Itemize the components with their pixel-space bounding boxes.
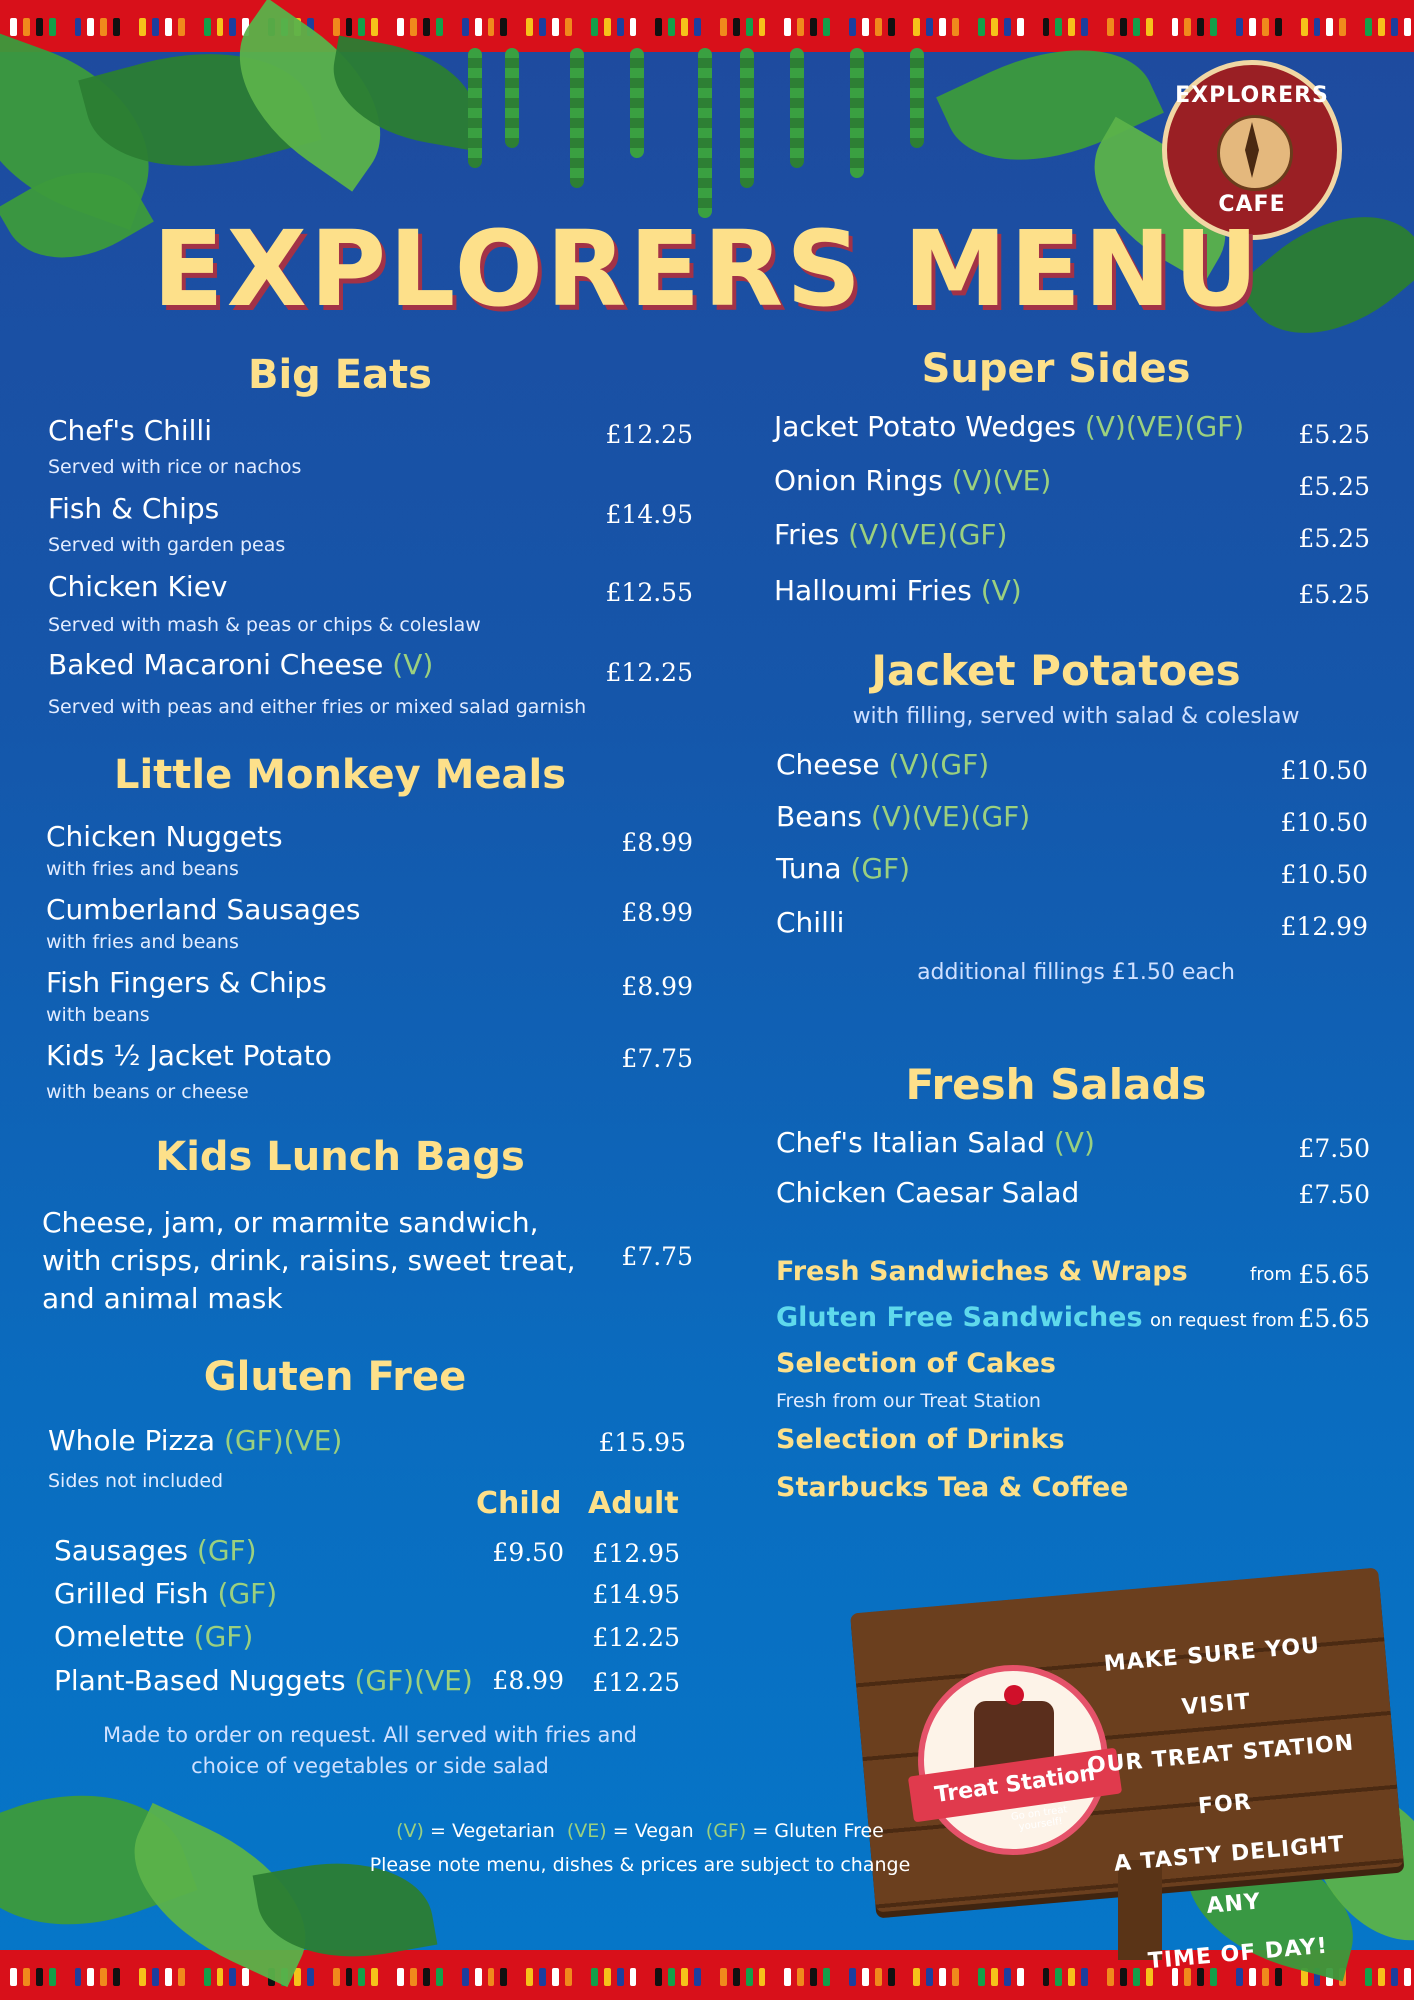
border-mark	[991, 18, 998, 36]
menu-item-price: £7.50	[1298, 1180, 1370, 1209]
border-mark	[371, 18, 378, 36]
legend-note: Please note menu, dishes & prices are subject to change	[369, 1854, 911, 1876]
border-mark	[397, 18, 404, 36]
border-mark	[1391, 18, 1398, 36]
border-mark	[333, 1968, 340, 1986]
big-eats-heading: Big Eats	[247, 352, 432, 398]
menu-item-price: £5.25	[1298, 524, 1370, 553]
border-mark	[423, 18, 430, 36]
menu-item-name	[774, 410, 1244, 443]
adult-price: £14.95	[592, 1580, 680, 1609]
border-mark	[139, 1968, 146, 1986]
border-mark	[526, 1968, 533, 1986]
dietary-tag: (V)(VE)(GF)	[848, 518, 1008, 551]
menu-item-desc: Served with garden peas	[48, 534, 286, 556]
border-mark	[1210, 18, 1217, 36]
border-mark	[1172, 18, 1179, 36]
gluten-free-note	[60, 1720, 680, 1782]
cakes-desc: Fresh from our Treat Station	[776, 1390, 1041, 1412]
dietary-tag: (GF)	[193, 1620, 254, 1653]
border-mark	[333, 18, 340, 36]
menu-item-name	[776, 852, 910, 885]
kids-lunch-heading: Kids Lunch Bags	[155, 1134, 525, 1180]
border-mark	[978, 18, 985, 36]
border-mark	[49, 18, 56, 36]
border-mark	[217, 1968, 224, 1986]
border-mark	[462, 1968, 469, 1986]
jacket-potatoes-heading: Jacket Potatoes	[871, 646, 1241, 695]
drinks-label: Selection of Drinks	[776, 1424, 1065, 1455]
border-mark	[23, 1968, 30, 1986]
menu-item-title: Cheese	[776, 748, 880, 781]
legend-v-tag: (V)	[396, 1820, 424, 1842]
legend-ve-tag: (VE)	[566, 1820, 607, 1842]
adult-price: £12.95	[592, 1539, 680, 1568]
menu-item-price: £12.25	[605, 420, 693, 449]
dietary-tag: (V)(GF)	[888, 748, 990, 781]
dietary-tag: (GF)(VE)	[223, 1424, 343, 1457]
border-mark	[1391, 1968, 1398, 1986]
treat-station-tagline: Go on treat yourself!	[1010, 1804, 1069, 1833]
border-mark	[1314, 18, 1321, 36]
menu-item-price: £7.75	[621, 1044, 693, 1073]
border-mark	[823, 1968, 830, 1986]
menu-item-name: Chef's Chilli	[48, 414, 212, 447]
border-mark	[617, 18, 624, 36]
border-mark	[1404, 1968, 1411, 1986]
legend-gf-text: = Gluten Free	[752, 1820, 884, 1842]
dietary-tag: (GF)	[850, 852, 911, 885]
border-mark	[591, 1968, 598, 1986]
border-mark	[604, 1968, 611, 1986]
menu-item-price: £10.50	[1280, 756, 1368, 785]
border-mark	[1262, 18, 1269, 36]
border-mark	[1365, 18, 1372, 36]
border-mark	[655, 1968, 662, 1986]
menu-item-price: £5.25	[1298, 420, 1370, 449]
border-mark	[565, 18, 572, 36]
border-mark	[358, 18, 365, 36]
border-mark	[113, 1968, 120, 1986]
sandwiches-from: from	[1250, 1264, 1292, 1285]
border-mark	[720, 1968, 727, 1986]
border-mark	[849, 1968, 856, 1986]
border-mark	[436, 1968, 443, 1986]
border-mark	[1043, 18, 1050, 36]
border-mark	[552, 1968, 559, 1986]
border-mark	[681, 1968, 688, 1986]
sign-line: OUR TREAT STATION FOR	[1086, 1730, 1356, 1820]
sign-text	[1065, 1618, 1384, 1992]
menu-item-name	[48, 1424, 342, 1457]
border-mark	[217, 18, 224, 36]
border-mark	[500, 1968, 507, 1986]
adult-price: £12.25	[592, 1623, 680, 1652]
menu-item-name: Kids ½ Jacket Potato	[46, 1039, 332, 1072]
border-mark	[100, 18, 107, 36]
dietary-tag: (V)(VE)	[951, 464, 1052, 497]
menu-item-title: Chef's Italian Salad	[776, 1126, 1045, 1159]
menu-item-name: Fish Fingers & Chips	[46, 966, 327, 999]
menu-item-title: Onion Rings	[774, 464, 943, 497]
menu-item-desc: Sides not included	[48, 1470, 224, 1492]
border-mark	[397, 1968, 404, 1986]
adult-price: £12.25	[592, 1668, 680, 1697]
border-mark	[978, 1968, 985, 1986]
menu-item-price: £12.55	[605, 578, 693, 607]
border-mark	[75, 18, 82, 36]
legend-gf-tag: (GF)	[705, 1820, 747, 1842]
menu-item-name	[48, 648, 433, 681]
border-mark	[952, 1968, 959, 1986]
border-mark	[178, 1968, 185, 1986]
border-mark	[746, 1968, 753, 1986]
border-mark	[1404, 18, 1411, 36]
menu-item-desc: with beans or cheese	[46, 1081, 249, 1103]
menu-item-name	[776, 800, 1030, 833]
border-mark	[346, 1968, 353, 1986]
border-mark	[87, 18, 94, 36]
border-mark	[888, 1968, 895, 1986]
menu-item-price: £10.50	[1280, 808, 1368, 837]
border-mark	[100, 1968, 107, 1986]
menu-item-title: Plant-Based Nuggets	[54, 1664, 346, 1697]
border-mark	[423, 1968, 430, 1986]
border-mark	[75, 1968, 82, 1986]
starbucks-label: Starbucks Tea & Coffee	[776, 1472, 1129, 1503]
border-mark	[1017, 1968, 1024, 1986]
menu-item-name	[776, 748, 989, 781]
border-mark	[1378, 18, 1385, 36]
border-mark	[810, 1968, 817, 1986]
border-mark	[1133, 18, 1140, 36]
menu-item-title: Halloumi Fries	[774, 574, 972, 607]
border-mark	[436, 18, 443, 36]
dietary-tag: (GF)	[217, 1577, 278, 1610]
menu-item-name: Chicken Nuggets	[46, 820, 283, 853]
border-mark	[862, 18, 869, 36]
menu-item-name	[54, 1620, 253, 1653]
border-mark	[526, 18, 533, 36]
border-mark	[23, 18, 30, 36]
menu-item-price: £5.25	[1298, 580, 1370, 609]
gf-sandwiches-label: Gluten Free Sandwiches	[776, 1302, 1143, 1333]
fresh-salads-heading: Fresh Salads	[905, 1060, 1207, 1109]
border-mark	[488, 1968, 495, 1986]
border-mark	[1184, 18, 1191, 36]
kids-lunch-line: with crisps, drink, raisins, sweet treat,	[42, 1244, 576, 1277]
border-mark	[1004, 1968, 1011, 1986]
gluten-free-heading: Gluten Free	[203, 1354, 467, 1400]
border-mark	[307, 1968, 314, 1986]
border-mark	[797, 18, 804, 36]
border-mark	[371, 1968, 378, 1986]
menu-item-name	[774, 464, 1051, 497]
border-mark	[204, 18, 211, 36]
border-mark	[1055, 18, 1062, 36]
compass-icon	[1217, 115, 1293, 191]
border-mark	[694, 1968, 701, 1986]
sign-line: TIME OF DAY!	[1147, 1933, 1329, 1975]
menu-item-name	[774, 574, 1022, 607]
border-mark	[488, 18, 495, 36]
top-border	[0, 0, 1414, 52]
legend-v-text: = Vegetarian	[430, 1820, 555, 1842]
border-mark	[410, 1968, 417, 1986]
sign-line: A TASTY DELIGHT ANY	[1112, 1831, 1346, 1919]
border-mark	[939, 1968, 946, 1986]
menu-item-title: Whole Pizza	[48, 1424, 216, 1457]
menu-item-price: £15.95	[598, 1428, 686, 1457]
menu-item-name: Cumberland Sausages	[46, 893, 361, 926]
border-mark	[655, 18, 662, 36]
border-mark	[10, 18, 17, 36]
menu-item-name	[774, 518, 1007, 551]
dietary-tag: (V)	[1053, 1126, 1095, 1159]
dietary-tag: (V)	[392, 648, 434, 681]
menu-item-title: Omelette	[54, 1620, 185, 1653]
border-mark	[539, 18, 546, 36]
little-monkey-heading: Little Monkey Meals	[113, 752, 567, 798]
border-mark	[720, 18, 727, 36]
border-mark	[358, 1968, 365, 1986]
border-mark	[759, 1968, 766, 1986]
border-mark	[36, 18, 43, 36]
legend-ve-text: = Vegan	[612, 1820, 694, 1842]
border-mark	[242, 1968, 249, 1986]
menu-item-name: Chicken Kiev	[48, 570, 228, 603]
border-mark	[1301, 18, 1308, 36]
border-mark	[759, 18, 766, 36]
page-title: EXPLORERS MENU	[152, 208, 1262, 330]
dietary-tag: (V)	[980, 574, 1022, 607]
dietary-tag: (GF)	[196, 1534, 257, 1567]
border-mark	[1378, 1968, 1385, 1986]
border-mark	[1068, 18, 1075, 36]
menu-item-name: Fish & Chips	[48, 492, 220, 525]
menu-item-price: £14.95	[605, 500, 693, 529]
border-mark	[87, 1968, 94, 1986]
gf-sandwiches-from: on request from	[1150, 1310, 1295, 1331]
border-mark	[1107, 18, 1114, 36]
border-mark	[823, 18, 830, 36]
super-sides-heading: Super Sides	[921, 346, 1191, 392]
border-mark	[1146, 18, 1153, 36]
border-mark	[1068, 1968, 1075, 1986]
border-mark	[165, 18, 172, 36]
border-mark	[810, 18, 817, 36]
border-mark	[733, 18, 740, 36]
menu-item-desc: with fries and beans	[46, 931, 239, 953]
menu-item-title: Tuna	[776, 852, 842, 885]
menu-item-desc: Served with mash & peas or chips & coleslaw	[48, 614, 481, 636]
border-mark	[1236, 18, 1243, 36]
dietary-tag: (GF)(VE)	[354, 1664, 473, 1697]
menu-item-price: £8.99	[621, 898, 693, 927]
border-mark	[139, 18, 146, 36]
dietary-legend	[360, 1814, 920, 1882]
border-mark	[1043, 1968, 1050, 1986]
border-mark	[1275, 18, 1282, 36]
border-mark	[913, 18, 920, 36]
gf-sandwiches-price: £5.65	[1298, 1304, 1370, 1333]
menu-item-price: £10.50	[1280, 860, 1368, 889]
adult-column-header: Adult	[588, 1486, 679, 1521]
border-mark	[849, 18, 856, 36]
border-mark	[410, 18, 417, 36]
border-mark	[888, 18, 895, 36]
menu-item-desc: Served with rice or nachos	[48, 456, 302, 478]
menu-item-title: Grilled Fish	[54, 1577, 209, 1610]
menu-item-desc: Served with peas and either fries or mixed salad garnish	[48, 696, 587, 718]
menu-item-name	[776, 1126, 1095, 1159]
menu-item-price: £12.25	[605, 658, 693, 687]
border-mark	[152, 1968, 159, 1986]
border-mark	[784, 1968, 791, 1986]
cakes-label: Selection of Cakes	[776, 1348, 1057, 1379]
border-mark	[630, 1968, 637, 1986]
border-mark	[475, 1968, 482, 1986]
menu-item-name: Chilli	[776, 906, 845, 939]
sandwiches-price: £5.65	[1298, 1260, 1370, 1289]
menu-item-price: £5.25	[1298, 472, 1370, 501]
border-mark	[630, 18, 637, 36]
border-mark	[1004, 18, 1011, 36]
menu-item-name	[54, 1534, 257, 1567]
border-mark	[462, 18, 469, 36]
border-mark	[797, 1968, 804, 1986]
border-mark	[733, 1968, 740, 1986]
menu-item-name	[54, 1664, 473, 1697]
sandwiches-label: Fresh Sandwiches & Wraps	[776, 1256, 1188, 1287]
kids-lunch-price: £7.75	[621, 1242, 693, 1271]
menu-item-price: £7.50	[1298, 1134, 1370, 1163]
menu-item-name: Chicken Caesar Salad	[776, 1176, 1080, 1209]
border-mark	[113, 18, 120, 36]
border-mark	[591, 18, 598, 36]
treat-station-ribbon: Treat Station	[908, 1748, 1122, 1823]
border-mark	[952, 18, 959, 36]
border-mark	[668, 1968, 675, 1986]
border-mark	[178, 18, 185, 36]
border-mark	[539, 1968, 546, 1986]
menu-item-title: Sausages	[54, 1534, 189, 1567]
border-mark	[926, 1968, 933, 1986]
menu-item-title: Jacket Potato Wedges	[774, 410, 1076, 443]
border-mark	[552, 18, 559, 36]
border-mark	[229, 18, 236, 36]
dietary-tag: (V)(VE)(GF)	[1084, 410, 1245, 443]
logo-line1: EXPLORERS	[1175, 83, 1329, 108]
menu-item-title: Beans	[776, 800, 862, 833]
border-mark	[694, 18, 701, 36]
border-mark	[875, 1968, 882, 1986]
border-mark	[1017, 18, 1024, 36]
border-mark	[1339, 18, 1346, 36]
border-mark	[10, 1968, 17, 1986]
menu-item-name	[54, 1577, 277, 1610]
border-mark	[617, 1968, 624, 1986]
gluten-free-note-line1: Made to order on request. All served with fries and	[102, 1723, 638, 1747]
border-mark	[204, 1968, 211, 1986]
border-mark	[1365, 1968, 1372, 1986]
menu-item-title: Fries	[774, 518, 840, 551]
border-mark	[500, 18, 507, 36]
border-mark	[36, 1968, 43, 1986]
border-mark	[668, 18, 675, 36]
child-price: £9.50	[492, 1538, 564, 1567]
border-mark	[875, 18, 882, 36]
child-price: £8.99	[492, 1666, 564, 1695]
border-mark	[1081, 1968, 1088, 1986]
legend-line	[360, 1814, 920, 1848]
menu-item-price: £8.99	[621, 828, 693, 857]
sign-line: MAKE SURE YOU VISIT	[1102, 1633, 1321, 1721]
dietary-tag: (V)(VE)(GF)	[870, 800, 1031, 833]
menu-item-price: £12.99	[1280, 912, 1368, 941]
border-mark	[565, 1968, 572, 1986]
kids-lunch-line: and animal mask	[42, 1282, 283, 1315]
border-mark	[862, 1968, 869, 1986]
menu-item-price: £8.99	[621, 972, 693, 1001]
border-mark	[1120, 18, 1127, 36]
menu-item-desc: with beans	[46, 1004, 150, 1026]
border-mark	[913, 1968, 920, 1986]
menu-item-desc: with fries and beans	[46, 858, 239, 880]
border-mark	[681, 18, 688, 36]
menu-item-title: Baked Macaroni Cheese	[48, 648, 384, 681]
jacket-potatoes-note: additional fillings £1.50 each	[917, 960, 1235, 985]
border-mark	[604, 18, 611, 36]
border-mark	[346, 18, 353, 36]
border-mark	[926, 18, 933, 36]
border-mark	[1055, 1968, 1062, 1986]
border-mark	[746, 18, 753, 36]
border-mark	[784, 18, 791, 36]
border-mark	[152, 18, 159, 36]
border-mark	[49, 1968, 56, 1986]
border-mark	[1081, 18, 1088, 36]
border-mark	[1197, 18, 1204, 36]
border-mark	[165, 1968, 172, 1986]
border-mark	[939, 18, 946, 36]
jacket-potatoes-subheading: with filling, served with salad & coleslaw	[852, 704, 1300, 729]
border-mark	[1249, 18, 1256, 36]
child-column-header: Child	[476, 1486, 562, 1521]
border-mark	[229, 1968, 236, 1986]
border-mark	[1326, 18, 1333, 36]
border-mark	[475, 18, 482, 36]
kids-lunch-line: Cheese, jam, or marmite sandwich,	[42, 1206, 539, 1239]
logo-line2: CAFE	[1218, 192, 1286, 217]
border-mark	[991, 1968, 998, 1986]
gluten-free-note-line2: choice of vegetables or side salad	[191, 1754, 549, 1778]
